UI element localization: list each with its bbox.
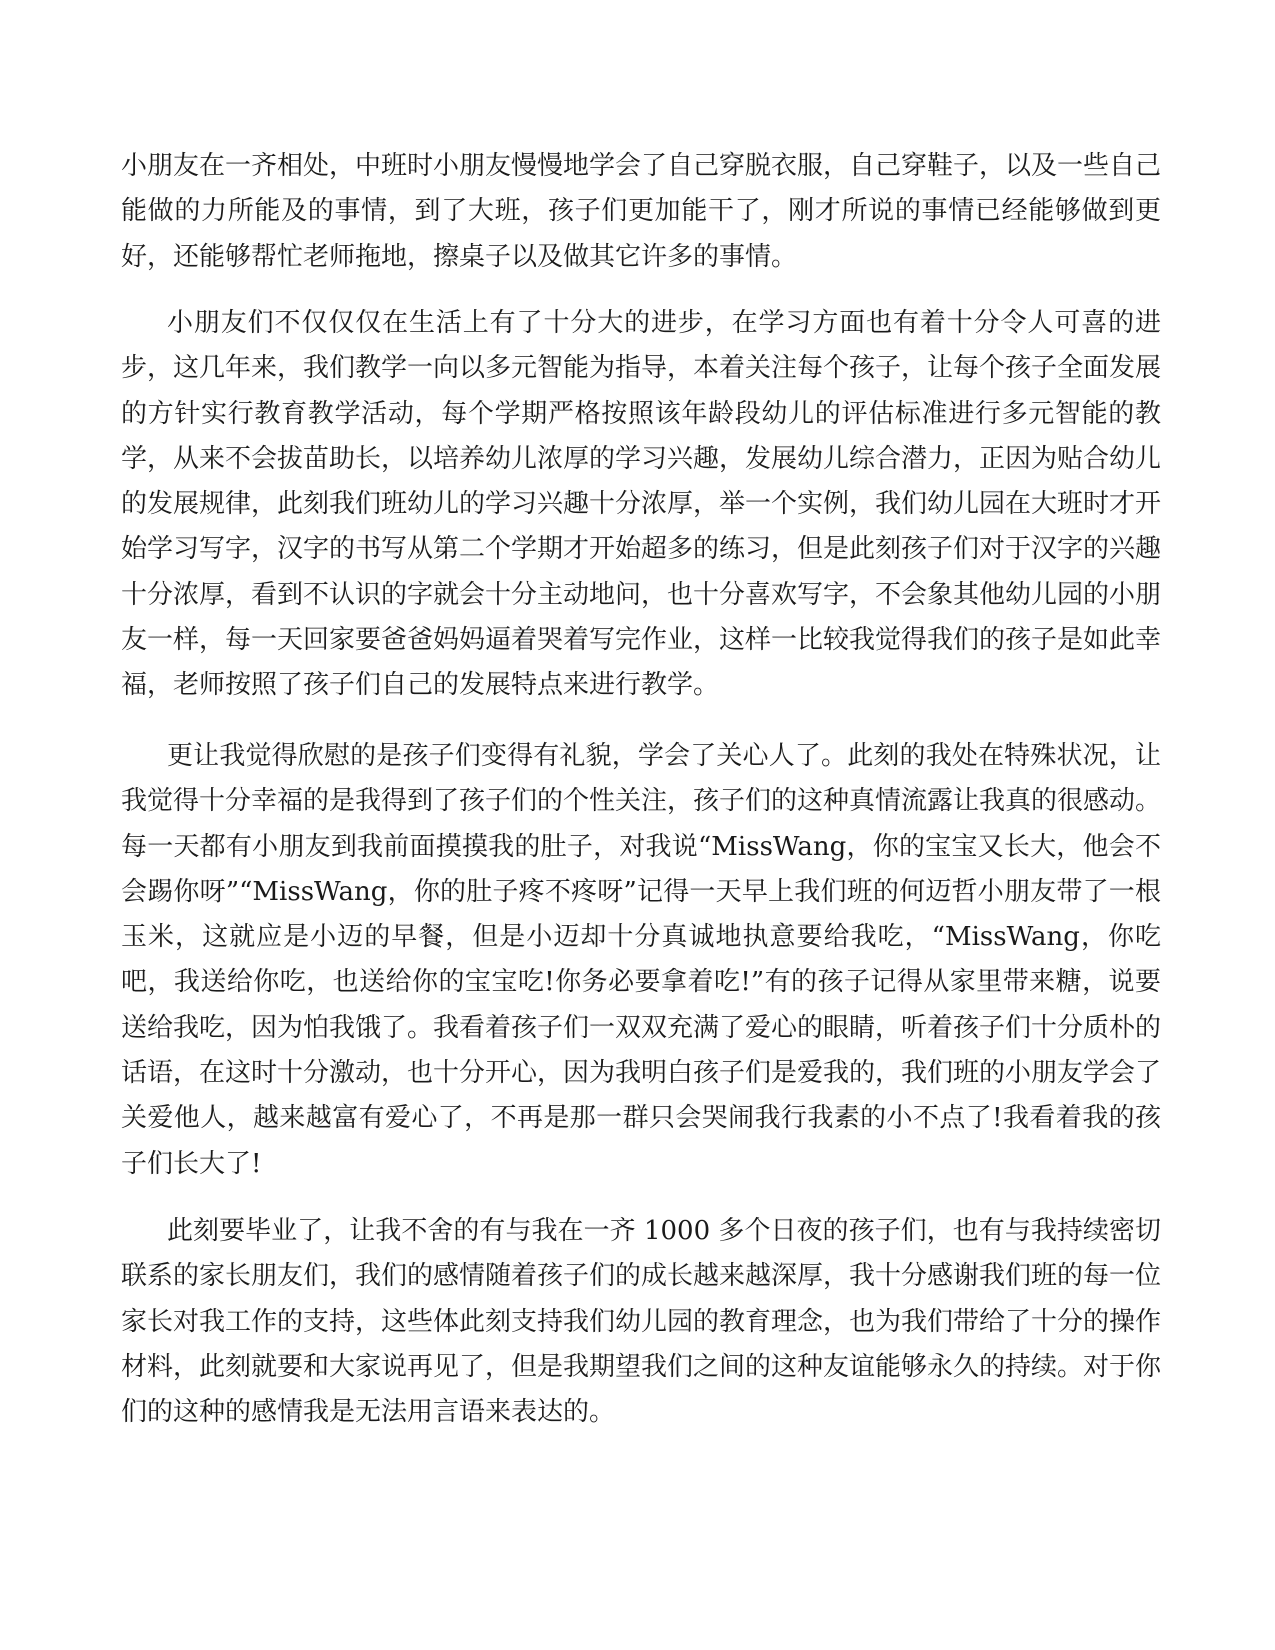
paragraph-2: 小朋友们不仅仅仅在生活上有了十分大的进步，在学习方面也有着十分令人可喜的进步，这几年来，我们教学一向以多元智能为指导，本着关注每个孩子，让每个孩子全面发展的方针实行教育教学活动，每个学期严格按照该年龄段幼儿的评估标准进行多元智能的教学，从来不会拔苗助长，以培养幼儿浓厚的学习兴趣，发展幼儿综合潜力，正因为贴合幼儿的发展规律，此刻我们班幼儿的学习兴趣十分浓厚，举一个实例，我们幼儿园在大班时才开始学习写字，汉字的书写从第二个学期才开始超多的练习，但是此刻孩子们对于汉字的兴趣十分浓厚，看到不认识的字就会十分主动地问，也十分喜欢写字，不会象其他幼儿园的小朋友一样，每一天回家要爸爸妈妈逼着哭着写完作业，这样一比较我觉得我们的孩子是如此幸福，老师按照了孩子们自己的发展特点来进行教学。: [121, 308, 1162, 701]
paragraph-4: 此刻要毕业了，让我不舍的有与我在一齐 1000 多个日夜的孩子们，也有与我持续密切联系的家长朋友们，我们的感情随着孩子们的成长越来越深厚，我十分感谢我们班的每一位家长对我工作的支持，这些体此刻支持我们幼儿园的教育理念，也为我们带给了十分的操作材料，此刻就要和大家说再见了，但是我期望我们之间的这种友谊能够永久的持续。对于你们的这种的感情我是无法用言语来表达的。: [121, 1216, 1162, 1428]
paragraph-3: 更让我觉得欣慰的是孩子们变得有礼貌，学会了关心人了。此刻的我处在特殊状况，让我觉得十分幸福的是我得到了孩子们的个性关注，孩子们的这种真情流露让我真的很感动。每一天都有小朋友到我前面摸摸我的肚子，对我说“MissWang，你的宝宝又长大，他会不会踢你呀”“MissWang，你的肚子疼不疼呀”记得一天早上我们班的何迈哲小朋友带了一根玉米，这就应是小迈的早餐，但是小迈却十分真诚地执意要给我吃，“MissWang，你吃吧，我送给你吃，也送给你的宝宝吃!你务必要拿着吃!”有的孩子记得从家里带来糖，说要送给我吃，因为怕我饿了。我看着孩子们一双双充满了爱心的眼睛，听着孩子们十分质朴的话语，在这时十分激动，也十分开心，因为我明白孩子们是爱我的，我们班的小朋友学会了关爱他人，越来越富有爱心了，不再是那一群只会哭闹我行我素的小不点了!我看着我的孩子们长大了!: [121, 741, 1162, 1179]
paragraph-1: 小朋友在一齐相处，中班时小朋友慢慢地学会了自己穿脱衣服，自己穿鞋子，以及一些自己能做的力所能及的事情，到了大班，孩子们更加能干了，刚才所说的事情已经能够做到更好，还能够帮忙老师拖地，擦桌子以及做其它许多的事情。: [121, 151, 1162, 272]
